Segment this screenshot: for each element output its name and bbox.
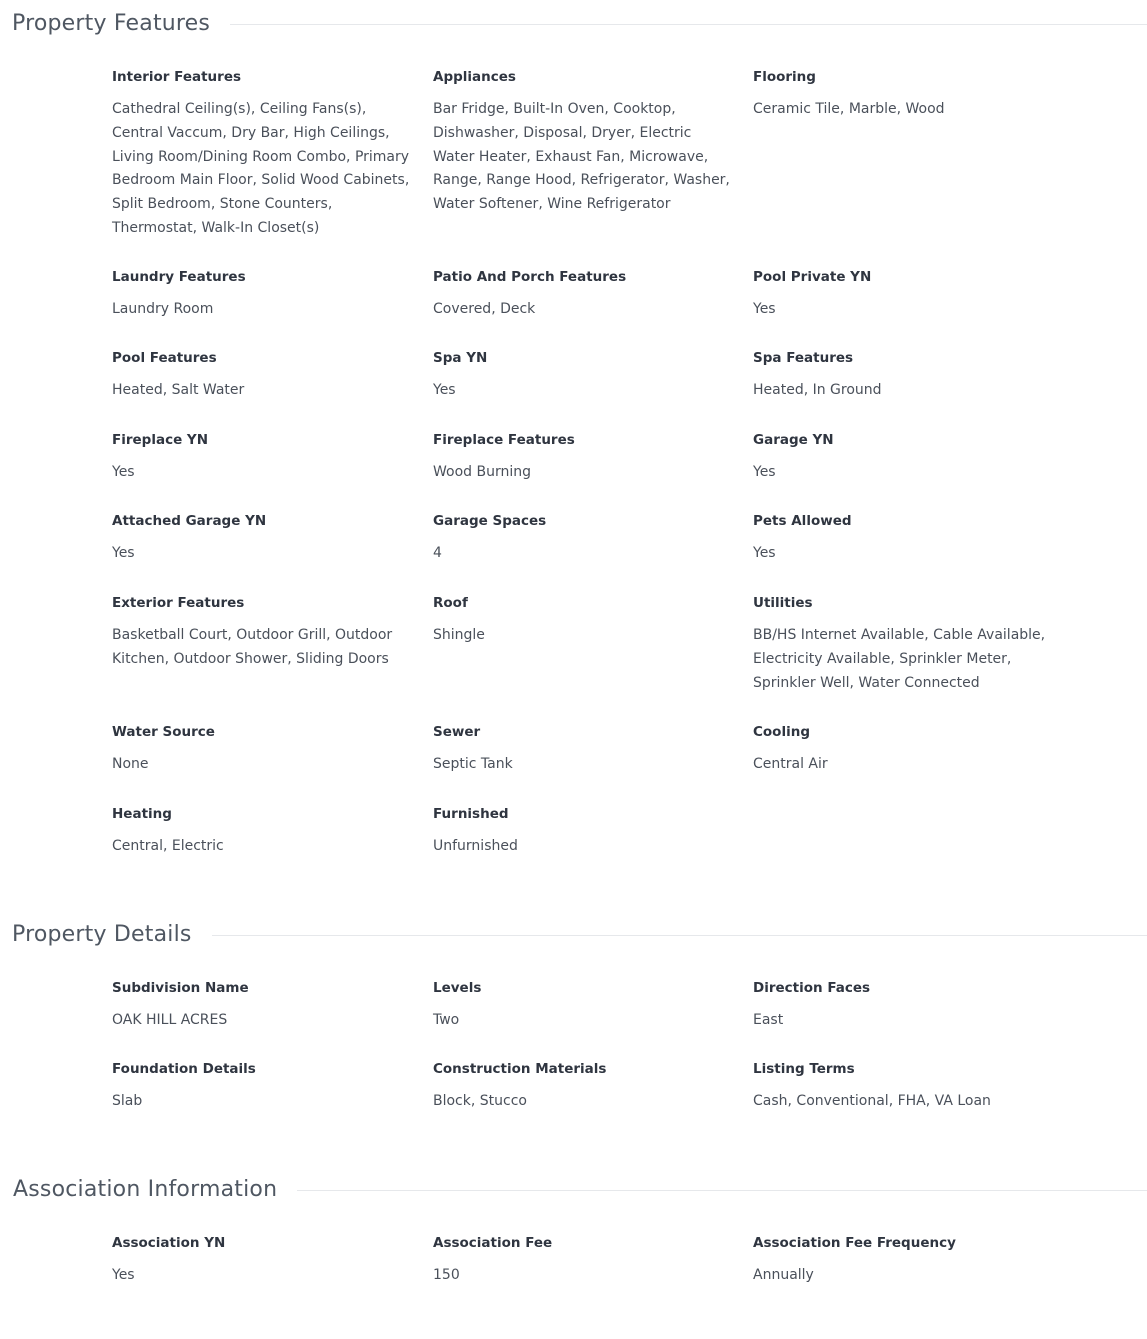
- field-value: Annually: [753, 1267, 814, 1283]
- field-value: None: [112, 756, 149, 772]
- field-association-yn: [112, 1234, 412, 1288]
- field-label: Exterior Features: [112, 595, 245, 611]
- field-label: Flooring: [753, 69, 816, 85]
- field-value: Central, Electric: [112, 838, 224, 854]
- field-interior-features: [112, 68, 412, 241]
- field-label: Spa YN: [433, 350, 488, 366]
- field-sewer: [433, 723, 733, 777]
- field-label: Laundry Features: [112, 269, 246, 285]
- field-label: Fireplace YN: [112, 432, 208, 448]
- field-label: Heating: [112, 806, 172, 822]
- field-label: Interior Features: [112, 69, 242, 85]
- field-value: Yes: [753, 464, 776, 480]
- field-patio-and-porch-features: [433, 268, 733, 322]
- section-property-features: [0, 3, 1147, 43]
- field-pool-private-yn: [753, 268, 1053, 322]
- field-garage-spaces: [433, 512, 733, 566]
- field-cooling: [753, 723, 1053, 777]
- section-header: [0, 3, 1147, 43]
- field-value: Two: [433, 1012, 460, 1028]
- field-label: Attached Garage YN: [112, 513, 267, 529]
- field-fireplace-yn: [112, 431, 412, 485]
- field-pets-allowed: [753, 512, 1053, 566]
- field-label: Foundation Details: [112, 1061, 256, 1077]
- field-label: Pets Allowed: [753, 513, 852, 529]
- field-value: Unfurnished: [433, 838, 518, 854]
- field-label: Garage Spaces: [433, 513, 547, 529]
- field-exterior-features: [112, 594, 412, 672]
- field-pool-features: [112, 349, 412, 403]
- field-association-fee: [433, 1234, 733, 1288]
- field-value: Cash, Conventional, FHA, VA Loan: [753, 1093, 991, 1109]
- field-subdivision-name: [112, 979, 412, 1033]
- field-value: Yes: [753, 301, 776, 317]
- field-value: OAK HILL ACRES: [112, 1012, 228, 1028]
- field-laundry-features: [112, 268, 412, 322]
- field-value: 4: [433, 545, 442, 561]
- section-property-details: [0, 914, 1147, 954]
- field-value: Wood Burning: [433, 464, 531, 480]
- field-value: Basketball Court, Outdoor Grill, Outdoor Kitchen, Outdoor Shower, Sliding Doors: [112, 627, 393, 667]
- field-association-fee-frequency: [753, 1234, 1053, 1288]
- field-label: Roof: [433, 595, 468, 611]
- field-value: Heated, In Ground: [753, 382, 882, 398]
- field-value: Laundry Room: [112, 301, 214, 317]
- field-label: Water Source: [112, 724, 215, 740]
- field-garage-yn: [753, 431, 1053, 485]
- field-spa-features: [753, 349, 1053, 403]
- field-label: Garage YN: [753, 432, 834, 448]
- section-header: [0, 1169, 1147, 1209]
- section-header: [0, 914, 1147, 954]
- field-utilities: [753, 594, 1053, 695]
- field-foundation-details: [112, 1060, 412, 1114]
- field-value: Central Air: [753, 756, 828, 772]
- field-label: Utilities: [753, 595, 813, 611]
- field-value: Yes: [433, 382, 456, 398]
- field-fireplace-features: [433, 431, 733, 485]
- field-label: Patio And Porch Features: [433, 269, 627, 285]
- field-water-source: [112, 723, 412, 777]
- field-construction-materials: [433, 1060, 733, 1114]
- section-divider: [212, 935, 1147, 936]
- field-levels: [433, 979, 733, 1033]
- field-label: Association Fee Frequency: [753, 1235, 956, 1251]
- field-value: Cathedral Ceiling(s), Ceiling Fans(s), Central Vaccum, Dry Bar, High Ceilings, Living Room/Dining Room Combo, Primary Bedroom Main Floor, Solid Wood Cabinets, Split Bedroom, Stone Counters, Thermostat, Walk-In Closet(s): [112, 101, 410, 236]
- field-label: Construction Materials: [433, 1061, 607, 1077]
- field-appliances: [433, 68, 733, 217]
- field-value: 150: [433, 1267, 460, 1283]
- field-value: Ceramic Tile, Marble, Wood: [753, 101, 945, 117]
- section-divider: [230, 24, 1147, 25]
- section-title: Property Features: [12, 10, 211, 36]
- field-value: Bar Fridge, Built-In Oven, Cooktop, Dishwasher, Disposal, Dryer, Electric Water Heater, Exhaust Fan, Microwave, Range, Range Hood, Refrigerator, Washer, Water Softener, Wine Refrigerator: [433, 101, 730, 213]
- field-label: Spa Features: [753, 350, 854, 366]
- field-label: Subdivision Name: [112, 980, 249, 996]
- field-value: Shingle: [433, 627, 485, 643]
- field-value: Septic Tank: [433, 756, 513, 772]
- field-heating: [112, 805, 412, 859]
- field-label: Levels: [433, 980, 482, 996]
- section-association-information: [0, 1169, 1147, 1209]
- field-roof: [433, 594, 733, 648]
- field-spa-yn: [433, 349, 733, 403]
- field-label: Appliances: [433, 69, 516, 85]
- section-title: Property Details: [12, 921, 192, 947]
- field-label: Pool Features: [112, 350, 217, 366]
- field-value: Yes: [112, 1267, 135, 1283]
- field-label: Direction Faces: [753, 980, 871, 996]
- field-label: Association YN: [112, 1235, 226, 1251]
- field-value: Yes: [112, 464, 135, 480]
- field-label: Cooling: [753, 724, 810, 740]
- field-value: Heated, Salt Water: [112, 382, 245, 398]
- field-attached-garage-yn: [112, 512, 412, 566]
- field-label: Pool Private YN: [753, 269, 872, 285]
- section-divider: [297, 1190, 1147, 1191]
- field-value: Yes: [112, 545, 135, 561]
- field-value: Covered, Deck: [433, 301, 536, 317]
- field-flooring: [753, 68, 1053, 122]
- field-value: East: [753, 1012, 784, 1028]
- section-title: Association Information: [13, 1176, 278, 1202]
- field-label: Listing Terms: [753, 1061, 855, 1077]
- field-label: Sewer: [433, 724, 481, 740]
- field-label: Fireplace Features: [433, 432, 575, 448]
- field-furnished: [433, 805, 733, 859]
- field-value: Yes: [753, 545, 776, 561]
- field-value: Block, Stucco: [433, 1093, 527, 1109]
- field-listing-terms: [753, 1060, 1053, 1114]
- field-value: Slab: [112, 1093, 143, 1109]
- field-direction-faces: [753, 979, 1053, 1033]
- field-label: Furnished: [433, 806, 509, 822]
- field-label: Association Fee: [433, 1235, 553, 1251]
- field-value: BB/HS Internet Available, Cable Available, Electricity Available, Sprinkler Meter, Sprinkler Well, Water Connected: [753, 627, 1046, 691]
